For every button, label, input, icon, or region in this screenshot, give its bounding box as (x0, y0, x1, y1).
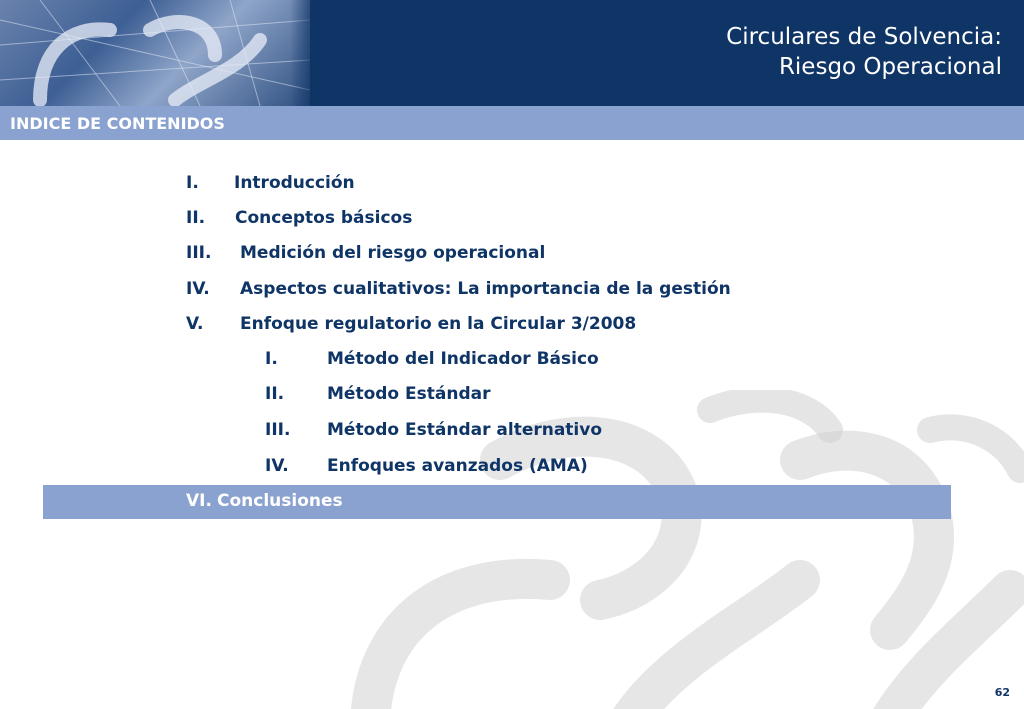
page-title-line-1: Circulares de Solvencia: (726, 24, 1002, 50)
toc-item-label: Medición del riesgo operacional (240, 243, 546, 263)
toc-item-label: Introducción (234, 173, 355, 193)
page-number: 62 (994, 686, 1010, 699)
toc-item-number: V. (186, 314, 204, 334)
toc-item-number: VI. (186, 491, 212, 511)
toc-item-number: II. (186, 208, 206, 228)
toc-item-label: Método Estándar (327, 384, 491, 404)
toc-item-number: II. (265, 384, 285, 404)
toc-item-label: Enfoque regulatorio en la Circular 3/2008 (240, 314, 637, 334)
toc-item-number: IV. (265, 456, 289, 476)
toc-item-number: I. (265, 349, 278, 369)
toc-item-label: Conceptos básicos (235, 208, 413, 228)
toc-item-label: Método Estándar alternativo (327, 420, 603, 440)
toc-item-number: I. (186, 173, 199, 193)
toc-item-number: IV. (186, 279, 210, 299)
toc-item-label: Aspectos cualitativos: La importancia de la gestión (240, 279, 731, 299)
section-title: INDICE DE CONTENIDOS (10, 114, 225, 133)
toc-item-label: Enfoques avanzados (AMA) (327, 456, 588, 476)
toc-item-label: Método del Indicador Básico (327, 349, 599, 369)
toc-item-label: Conclusiones (217, 491, 343, 511)
toc-item-number: III. (186, 243, 212, 263)
toc-item-number: III. (265, 420, 291, 440)
page-title-line-2: Riesgo Operacional (778, 54, 1002, 80)
